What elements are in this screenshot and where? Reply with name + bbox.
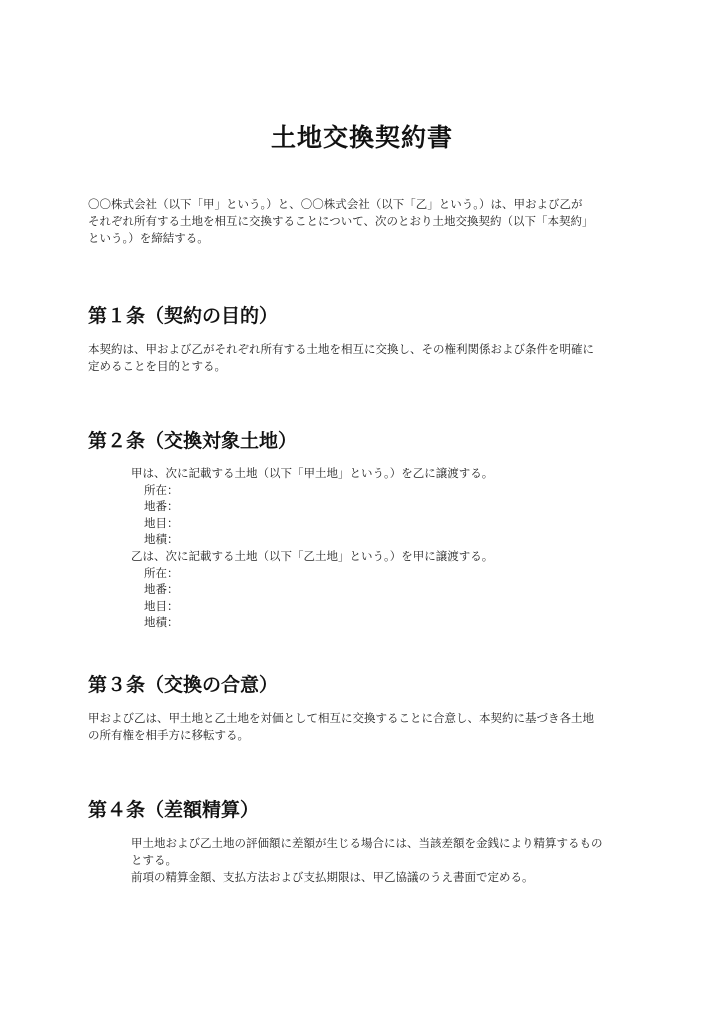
party-a-statement: 甲は、次に記載する土地（以下「甲土地」という。）を乙に譲渡する。 <box>131 466 494 480</box>
article-4-line: 前項の精算金額、支払方法および支払期限は、甲乙協議のうえ書面で定める。 <box>131 870 534 884</box>
article-3-heading: 第３条（交換の合意） <box>88 674 279 696</box>
article-1-heading: 第１条（契約の目的） <box>88 305 279 327</box>
preamble-line: 〇〇株式会社（以下「甲」という。）と、〇〇株式会社（以下「乙」という。）は、甲および乙が <box>88 197 583 211</box>
party-a-field-lot-number: 地番： <box>144 499 179 514</box>
party-a-field-location: 所在： <box>144 482 179 497</box>
article-1-line: 本契約は、甲および乙がそれぞれ所有する土地を相互に交換し、その権利関係および条件を明確に <box>88 342 594 356</box>
preamble <box>88 196 648 247</box>
article-4-body <box>131 835 651 886</box>
article-4-heading: 第４条（差額精算） <box>88 799 260 821</box>
party-b-field-area: 地積： <box>144 615 179 630</box>
document-title: 土地交換契約書 <box>270 123 453 152</box>
article-3-body <box>88 710 648 744</box>
article-4-line: とする。 <box>131 853 177 867</box>
article-1-line: 定めることを目的とする。 <box>88 359 226 373</box>
article-4-line: 甲土地および乙土地の評価額に差額が生じる場合には、当該差額を金銭により精算するもの <box>131 836 603 850</box>
preamble-line: それぞれ所有する土地を相互に交換することについて、次のとおり土地交換契約（以下「本契約」 <box>88 214 594 228</box>
party-b-field-lot-number: 地番： <box>144 582 179 597</box>
party-b-statement: 乙は、次に記載する土地（以下「乙土地」という。）を甲に譲渡する。 <box>131 548 494 563</box>
preamble-line: という。）を締結する。 <box>88 231 209 245</box>
party-b-field-location: 所在： <box>144 565 179 580</box>
article-2-heading: 第２条（交換対象土地） <box>88 430 298 452</box>
party-b-field-land-category: 地目： <box>144 598 179 613</box>
article-1-body <box>88 341 648 375</box>
article-3-line: 甲および乙は、甲土地と乙土地を対価として相互に交換することに合意し、本契約に基づき各土地 <box>88 711 594 725</box>
article-3-line: の所有権を相手方に移転する。 <box>88 728 249 742</box>
article-2-body <box>131 465 651 631</box>
party-a-field-land-category: 地目： <box>144 515 179 530</box>
party-a-field-area: 地積： <box>144 532 179 547</box>
